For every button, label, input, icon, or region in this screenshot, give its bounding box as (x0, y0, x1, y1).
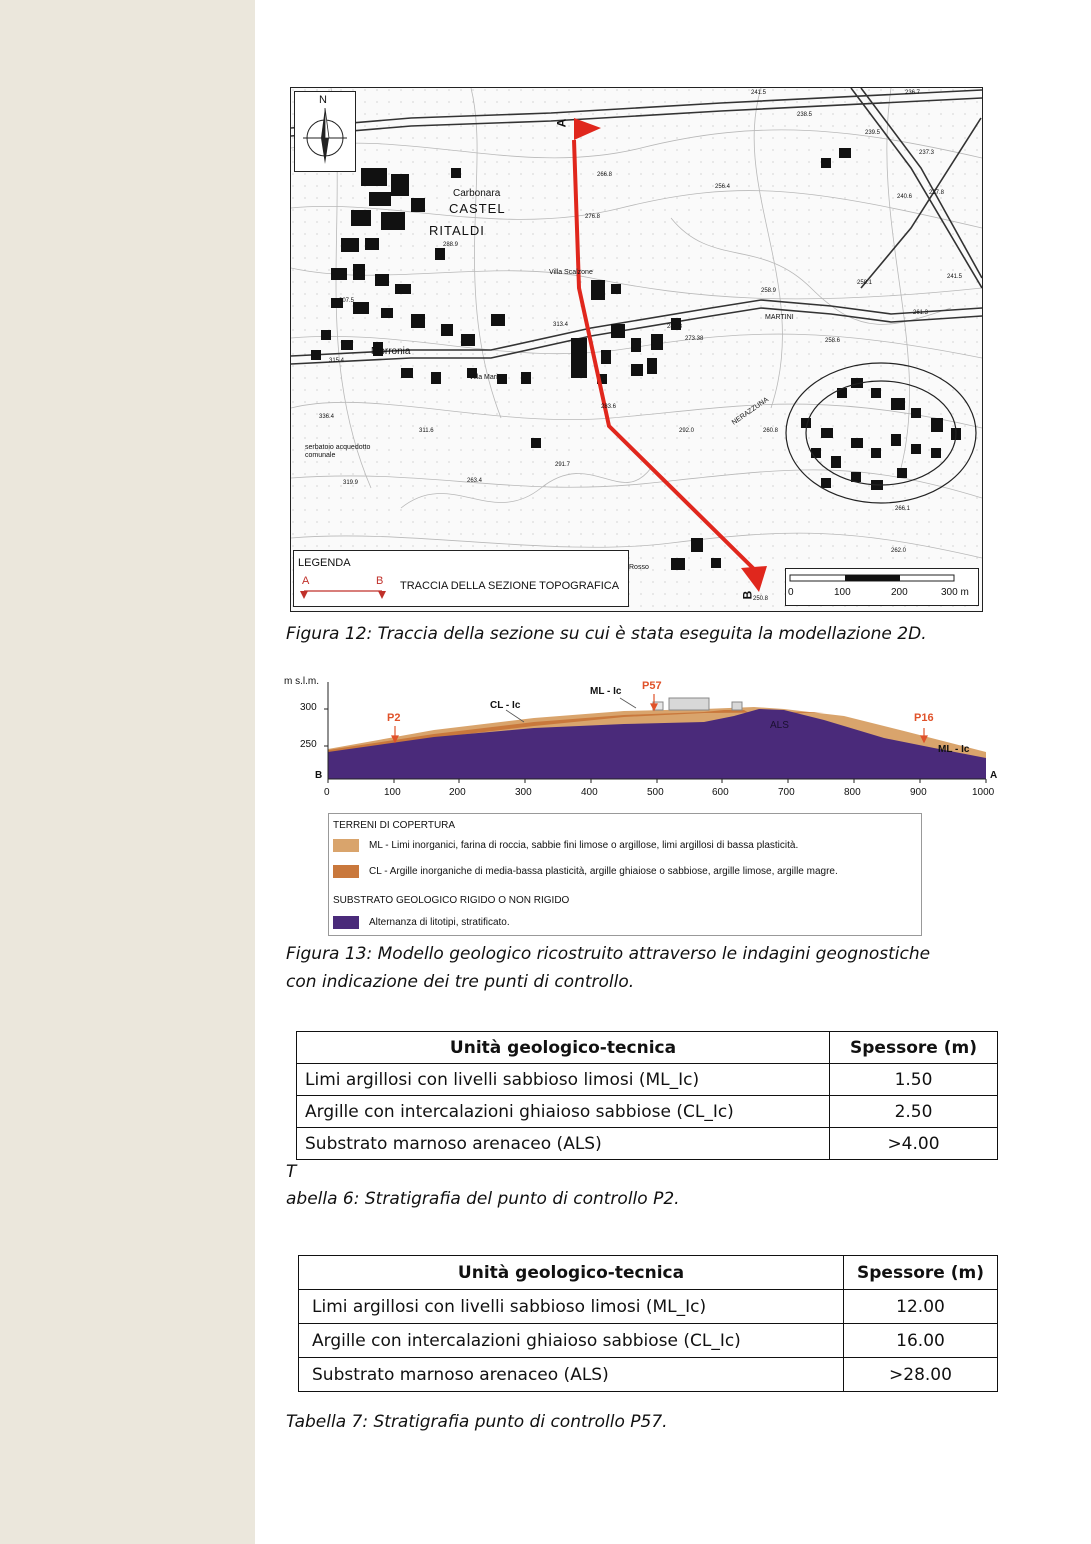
elevation-label: 315.4 (329, 358, 345, 364)
label-p57: P57 (642, 680, 662, 692)
topographic-map-figure (290, 87, 983, 612)
place-name-villa-maria: Villa Maria (469, 374, 502, 381)
elevation-label: 291.7 (555, 462, 571, 468)
label-ml-ic-right: ML - Ic (938, 744, 970, 755)
side-band (0, 0, 255, 1544)
scale-tick-300: 300 m (941, 587, 969, 598)
north-arrow-box (294, 91, 356, 172)
x-tick-100: 100 (384, 787, 401, 798)
elevation-label: 237.8 (929, 190, 945, 196)
unit-cell: Substrato marnoso arenaceo (ALS) (297, 1128, 830, 1160)
elevation-label: 261.3 (913, 310, 929, 316)
map-legend-a: A (302, 575, 310, 587)
place-name-morronia: Morronia (371, 346, 411, 357)
figure-12-caption: Figura 12: Traccia della sezione su cui è stata eseguita la modellazione 2D. (286, 624, 927, 644)
elevation-label: 238.5 (797, 112, 813, 118)
legend-substrate-title: SUBSTRATO GEOLOGICO RIGIDO O NON RIGIDO (333, 895, 570, 906)
map-legend-text: TRACCIA DELLA SEZIONE TOPOGRAFICA (400, 580, 620, 592)
label-als: ALS (770, 720, 789, 731)
unit-cell: Limi argillosi con livelli sabbioso limosi (ML_Ic) (299, 1290, 844, 1324)
place-name-nerazzuna: NERAZZUNA (730, 396, 770, 427)
column-header-thickness: Spessore (m) (844, 1256, 998, 1290)
elevation-label: 282.8 (667, 324, 683, 330)
column-header-unit: Unità geologico-tecnica (297, 1032, 830, 1064)
place-name-carbonara: Carbonara (453, 188, 501, 199)
place-name-castel: CASTEL (449, 201, 506, 216)
figure-13-caption-line2: con indicazione dei tre punti di controllo. (286, 972, 635, 992)
legend-swatch-ml (333, 839, 359, 852)
table-row (299, 1324, 998, 1358)
thickness-cell: 16.00 (844, 1324, 998, 1358)
label-p2: P2 (387, 712, 401, 724)
elevation-label: 311.6 (419, 428, 434, 434)
legend-cover-title: TERRENI DI COPERTURA (333, 820, 456, 831)
north-label: N (319, 94, 327, 106)
elevation-label: 260.8 (763, 428, 779, 434)
label-ml-ic-top: ML - Ic (590, 686, 622, 697)
table-row (299, 1358, 998, 1392)
unit-cell: Limi argillosi con livelli sabbioso limosi (ML_Ic) (297, 1064, 830, 1096)
map-legend (293, 550, 629, 607)
thickness-cell: 2.50 (830, 1096, 998, 1128)
elevation-label: 241.5 (751, 90, 767, 96)
thickness-cell: >4.00 (830, 1128, 998, 1160)
elevation-label: 288.9 (443, 242, 459, 248)
legend-swatch-als (333, 916, 359, 929)
thickness-cell: 12.00 (844, 1290, 998, 1324)
x-tick-1000: 1000 (972, 787, 995, 798)
section-end-b: B (315, 770, 323, 781)
elevation-label: 263.4 (467, 478, 483, 484)
y-axis-unit: m s.l.m. (284, 676, 319, 687)
section-start-label: A (554, 118, 569, 128)
elevation-label: 250.8 (753, 596, 769, 602)
label-p16: P16 (914, 712, 934, 724)
elevation-label: 258.9 (761, 288, 777, 294)
scale-tick-100: 100 (834, 587, 851, 598)
table-header-row (297, 1032, 998, 1064)
elevation-label: 239.5 (865, 130, 881, 136)
table-6-caption: abella 6: Stratigrafia del punto di controllo P2. (286, 1189, 680, 1209)
legend-cl-text: CL - Argille inorganiche di media-bassa plasticità, argille ghiaiose o sabbiose, argille limose, argille magre. (369, 866, 838, 877)
place-name-martini: MARTINI (765, 314, 794, 321)
elevation-label: 266.8 (597, 172, 613, 178)
table-7-caption: Tabella 7: Stratigrafia punto di controllo P57. (286, 1412, 668, 1432)
x-tick-200: 200 (449, 787, 466, 798)
elevation-label: 313.4 (553, 322, 569, 328)
thickness-cell: 1.50 (830, 1064, 998, 1096)
elevation-label: 283.6 (601, 404, 617, 410)
unit-cell: Substrato marnoso arenaceo (ALS) (299, 1358, 844, 1392)
legend-als-text: Alternanza di litotipi, stratificato. (369, 917, 510, 928)
table-row (297, 1064, 998, 1096)
scale-bar-icon (786, 572, 978, 586)
y-tick-250: 250 (300, 739, 317, 750)
place-name-ritaldi: RITALDI (429, 223, 485, 238)
compass-icon (295, 92, 355, 171)
unit-cell: Argille con intercalazioni ghiaioso sabbiose (CL_Ic) (299, 1324, 844, 1358)
unit-cell: Argille con intercalazioni ghiaioso sabbiose (CL_Ic) (297, 1096, 830, 1128)
map-legend-b: B (376, 575, 384, 587)
elevation-label: 276.8 (585, 214, 601, 220)
map-legend-title: LEGENDA (298, 557, 351, 569)
elevation-label: 258.1 (857, 280, 873, 286)
table-6-caption-first-letter: T (286, 1162, 297, 1182)
place-name-villa-scalzone: Villa Scalzone (549, 269, 593, 276)
x-tick-600: 600 (712, 787, 729, 798)
column-header-thickness: Spessore (m) (830, 1032, 998, 1064)
y-tick-300: 300 (300, 702, 317, 713)
elevation-label: 336.4 (319, 414, 335, 420)
x-tick-500: 500 (647, 787, 664, 798)
elevation-label: 266.1 (895, 506, 911, 512)
place-name-rosso: Rosso (629, 564, 649, 571)
map-legend-line-icon (298, 585, 398, 605)
elevation-label: 319.9 (343, 480, 359, 486)
elevation-label: 262.0 (891, 548, 907, 554)
elevation-label: 241.5 (947, 274, 963, 280)
elevation-label: 240.6 (897, 194, 913, 200)
elevation-label: 256.4 (715, 184, 731, 190)
x-tick-900: 900 (910, 787, 927, 798)
figure-13-caption-line1: Figura 13: Modello geologico ricostruito attraverso le indagini geognostiche (286, 944, 931, 964)
legend-swatch-cl (333, 865, 359, 878)
table-row (297, 1128, 998, 1160)
table-7 (298, 1255, 998, 1392)
legend-ml-text: ML - Limi inorganici, farina di roccia, sabbie fini limose o argillose, limi argillosi di bassa plasticità. (369, 840, 799, 851)
x-tick-300: 300 (515, 787, 532, 798)
thickness-cell: >28.00 (844, 1358, 998, 1392)
elevation-label: 236.7 (905, 90, 921, 96)
section-legend (328, 813, 922, 936)
geological-section-figure (284, 676, 1004, 938)
elevation-label: 237.3 (919, 150, 935, 156)
elevation-label: 292.0 (679, 428, 695, 434)
section-end-label: B (740, 590, 755, 600)
x-tick-700: 700 (778, 787, 795, 798)
elevation-label: 307.5 (339, 298, 355, 304)
section-end-a: A (990, 770, 998, 781)
table-row (299, 1290, 998, 1324)
table-row (297, 1096, 998, 1128)
elevation-label: 273.38 (685, 336, 704, 342)
scale-tick-0: 0 (788, 587, 794, 598)
place-name-serbatoio: serbatoio acquedotto comunale (305, 444, 371, 459)
elevation-label: 258.6 (825, 338, 841, 344)
scale-tick-200: 200 (891, 587, 908, 598)
x-tick-0: 0 (324, 787, 330, 798)
map-scale (785, 568, 979, 606)
label-cl-ic: CL - Ic (490, 700, 521, 711)
table-header-row (299, 1256, 998, 1290)
table-6 (296, 1031, 998, 1160)
x-tick-400: 400 (581, 787, 598, 798)
x-tick-800: 800 (844, 787, 861, 798)
column-header-unit: Unità geologico-tecnica (299, 1256, 844, 1290)
